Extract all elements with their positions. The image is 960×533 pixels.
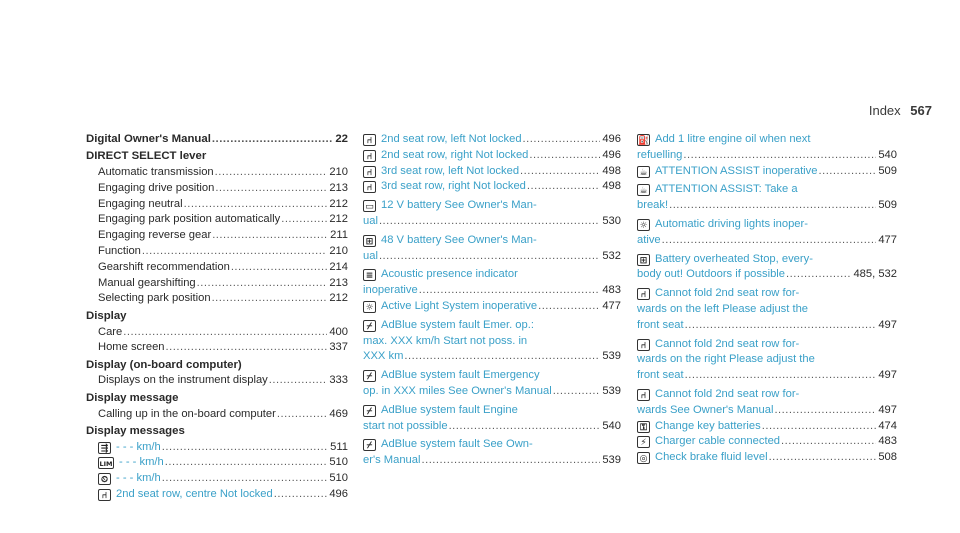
index-entry bbox=[86, 165, 348, 181]
entry-text: Engaging neutral bbox=[98, 197, 183, 210]
index-entry[interactable] bbox=[363, 419, 621, 435]
dot-leader bbox=[683, 148, 876, 164]
index-entry[interactable] bbox=[363, 403, 621, 419]
index-entry[interactable] bbox=[637, 286, 897, 302]
distance-pilot-icon: ⇶ bbox=[98, 442, 111, 454]
entry-link[interactable]: AdBlue system fault See Own- bbox=[381, 438, 533, 451]
dot-leader bbox=[527, 179, 600, 195]
entry-link[interactable]: body out! Outdoors if possible bbox=[637, 268, 786, 281]
entry-link[interactable]: op. in XXX miles See Owner's Manual bbox=[363, 384, 552, 397]
seat-icon: ⑁ bbox=[363, 134, 376, 146]
index-entry[interactable] bbox=[363, 148, 621, 164]
page-reference: 400 bbox=[329, 325, 348, 338]
page-reference: 510 bbox=[329, 472, 348, 485]
page-reference: 212 bbox=[329, 213, 348, 226]
entry-link[interactable]: Acoustic presence indicator bbox=[381, 268, 518, 281]
entry-link[interactable]: wards on the right Please adjust the bbox=[637, 353, 815, 366]
index-entry[interactable] bbox=[637, 198, 897, 214]
entry-link[interactable]: XXX km bbox=[363, 350, 404, 363]
index-entry[interactable] bbox=[637, 217, 897, 233]
index-entry[interactable] bbox=[637, 352, 897, 368]
entry-text: Manual gearshifting bbox=[98, 276, 196, 289]
index-entry[interactable] bbox=[363, 249, 621, 265]
page-reference: 483 bbox=[602, 284, 621, 297]
dot-leader bbox=[529, 148, 600, 164]
index-entry bbox=[86, 197, 348, 213]
entry-link[interactable]: AdBlue system fault Emer. op.: bbox=[381, 318, 534, 331]
index-entry[interactable] bbox=[363, 349, 621, 365]
page-reference: 337 bbox=[329, 341, 348, 354]
cruise-control-icon: ⏲ bbox=[98, 473, 111, 485]
index-entry bbox=[86, 244, 348, 260]
dot-leader bbox=[538, 299, 600, 315]
index-heading bbox=[86, 424, 348, 440]
adblue-icon: ⌿ bbox=[363, 439, 376, 451]
limiter-icon: LIM bbox=[98, 457, 114, 469]
index-entry[interactable] bbox=[363, 283, 621, 299]
seat-icon: ⑁ bbox=[98, 489, 111, 501]
index-entry[interactable] bbox=[637, 450, 897, 466]
dot-leader bbox=[774, 403, 876, 419]
heading-text: Display bbox=[86, 309, 127, 322]
entry-link[interactable]: wards on the left Please adjust the bbox=[637, 302, 809, 315]
entry-link[interactable]: - - - km/h bbox=[116, 440, 161, 453]
page-reference: 539 bbox=[602, 350, 621, 363]
page-number: 567 bbox=[910, 103, 932, 118]
dot-leader bbox=[212, 132, 333, 148]
entry-text: Home screen bbox=[98, 341, 165, 354]
dot-leader bbox=[184, 197, 328, 213]
dot-leader bbox=[523, 132, 601, 148]
brake-fluid-icon: ◎ bbox=[637, 452, 650, 464]
page-reference: 485, 532 bbox=[853, 268, 897, 281]
entry-link[interactable]: refuelling bbox=[637, 148, 683, 161]
entry-link[interactable]: ATTENTION ASSIST: Take a bbox=[655, 183, 798, 196]
entry-link[interactable]: - - - km/h bbox=[119, 456, 164, 469]
dot-leader bbox=[379, 214, 600, 230]
index-entry[interactable] bbox=[637, 233, 897, 249]
entry-text: Engaging drive position bbox=[98, 181, 215, 194]
page-reference: 539 bbox=[602, 454, 621, 467]
page-reference: 540 bbox=[602, 419, 621, 432]
index-entry[interactable] bbox=[637, 368, 897, 384]
page-reference: 210 bbox=[329, 166, 348, 179]
dot-leader bbox=[277, 407, 327, 423]
heading-text: DIRECT SELECT lever bbox=[86, 150, 207, 163]
attention-assist-icon: ☕ bbox=[637, 166, 650, 178]
page-reference: 496 bbox=[602, 148, 621, 161]
page-reference: 213 bbox=[329, 276, 348, 289]
page-reference: 210 bbox=[329, 245, 348, 258]
index-entry[interactable] bbox=[363, 384, 621, 400]
dot-leader bbox=[162, 440, 328, 456]
entry-link[interactable]: er's Manual bbox=[363, 454, 421, 467]
light-icon: ☼ bbox=[637, 219, 650, 231]
dot-leader bbox=[281, 212, 327, 228]
heading-text: Display messages bbox=[86, 424, 185, 437]
entry-text: Selecting park position bbox=[98, 292, 211, 305]
index-entry bbox=[86, 373, 348, 389]
dot-leader bbox=[818, 164, 876, 180]
page-reference: 540 bbox=[878, 148, 897, 161]
page-reference: 211 bbox=[330, 229, 348, 242]
dot-leader bbox=[274, 487, 328, 503]
entry-link[interactable]: inoperative bbox=[363, 284, 418, 297]
dot-leader bbox=[762, 419, 877, 435]
entry-link[interactable]: front seat bbox=[637, 369, 684, 382]
page-reference: 469 bbox=[329, 407, 348, 420]
entry-link[interactable]: Change key batteries bbox=[655, 419, 761, 432]
entry-link[interactable]: 2nd seat row, left Not locked bbox=[381, 133, 522, 145]
page-reference: 22 bbox=[335, 133, 348, 145]
dot-leader bbox=[162, 471, 328, 487]
dot-leader bbox=[520, 164, 600, 180]
battery-12v-icon: ▭ bbox=[363, 200, 376, 212]
entry-text: Calling up in the on-board computer bbox=[98, 407, 276, 420]
index-entry[interactable] bbox=[363, 299, 621, 315]
dot-leader bbox=[404, 349, 600, 365]
page-reference: 532 bbox=[602, 249, 621, 262]
entry-link[interactable]: - - - km/h bbox=[116, 472, 161, 485]
entry-link[interactable]: Charger cable connected bbox=[655, 435, 781, 448]
page-reference: 477 bbox=[878, 233, 897, 246]
page-reference: 497 bbox=[878, 369, 897, 382]
page-reference: 497 bbox=[878, 403, 897, 416]
entry-text: Function bbox=[98, 245, 141, 258]
entry-link[interactable]: max. XXX km/h Start not poss. in bbox=[363, 334, 528, 347]
entry-link[interactable]: ual bbox=[363, 214, 378, 227]
entry-link[interactable]: wards See Owner's Manual bbox=[637, 403, 774, 416]
dot-leader bbox=[769, 450, 877, 466]
index-entry[interactable] bbox=[363, 368, 621, 384]
acoustic-presence-icon: ≡ bbox=[363, 269, 376, 281]
dot-leader bbox=[553, 384, 601, 400]
adblue-icon: ⌿ bbox=[363, 320, 376, 332]
page-reference: 508 bbox=[878, 451, 897, 464]
index-entry[interactable] bbox=[637, 252, 897, 268]
entry-text: Automatic transmission bbox=[98, 166, 214, 179]
page-reference: 213 bbox=[329, 181, 348, 194]
page-reference: 539 bbox=[602, 384, 621, 397]
heading-text: Display message bbox=[86, 391, 179, 404]
index-entry bbox=[86, 276, 348, 292]
heading-text: Digital Owner's Manual bbox=[86, 133, 211, 145]
index-entry[interactable] bbox=[637, 337, 897, 353]
dot-leader bbox=[215, 165, 328, 181]
index-heading bbox=[86, 149, 348, 165]
index-entry bbox=[86, 228, 348, 244]
index-entry bbox=[86, 407, 348, 423]
seat-icon: ⑁ bbox=[363, 166, 376, 178]
seat-icon: ⑁ bbox=[637, 288, 650, 300]
index-column-2 bbox=[363, 132, 621, 469]
page-reference: 496 bbox=[602, 133, 621, 145]
index-column-3 bbox=[637, 132, 897, 466]
entry-link[interactable]: 2nd seat row, centre Not locked bbox=[116, 488, 273, 501]
entry-text: Care bbox=[98, 325, 123, 338]
entry-link[interactable]: 12 V battery See Owner's Man- bbox=[381, 199, 537, 212]
entry-text: Engaging reverse gear bbox=[98, 229, 212, 242]
dot-leader bbox=[669, 198, 876, 214]
page-reference: 496 bbox=[329, 488, 348, 501]
dot-leader bbox=[419, 283, 601, 299]
index-entry bbox=[86, 291, 348, 307]
dot-leader bbox=[123, 325, 327, 341]
dot-leader bbox=[166, 340, 328, 356]
seat-icon: ⑁ bbox=[637, 389, 650, 401]
page-reference: 511 bbox=[330, 440, 348, 453]
index-heading bbox=[86, 309, 348, 325]
light-icon: ☼ bbox=[363, 301, 376, 313]
dot-leader bbox=[212, 228, 328, 244]
entry-link[interactable]: Cannot fold 2nd seat row for- bbox=[655, 337, 800, 350]
battery-icon: ⊞ bbox=[637, 254, 650, 266]
page-reference: 498 bbox=[602, 180, 621, 193]
seat-icon: ⑁ bbox=[363, 181, 376, 193]
seat-icon: ⑁ bbox=[637, 339, 650, 351]
page-reference: 212 bbox=[329, 292, 348, 305]
index-entry[interactable] bbox=[363, 437, 621, 453]
index-entry[interactable] bbox=[637, 267, 897, 283]
dot-leader bbox=[786, 267, 851, 283]
entry-link[interactable]: ual bbox=[363, 249, 378, 262]
battery-48v-icon: ⊞ bbox=[363, 235, 376, 247]
dot-leader bbox=[421, 453, 600, 469]
dot-leader bbox=[781, 434, 876, 450]
entry-link[interactable]: ative bbox=[637, 233, 661, 246]
page-reference: 498 bbox=[602, 164, 621, 177]
index-entry[interactable] bbox=[363, 214, 621, 230]
index-entry bbox=[86, 340, 348, 356]
dot-leader bbox=[379, 249, 600, 265]
index-entry[interactable] bbox=[86, 440, 348, 456]
seat-icon: ⑁ bbox=[363, 150, 376, 162]
page-header bbox=[869, 103, 932, 118]
entry-link[interactable]: 3rd seat row, right Not locked bbox=[381, 180, 526, 193]
index-entry[interactable] bbox=[637, 182, 897, 198]
index-heading bbox=[86, 391, 348, 407]
entry-text: Engaging park position automatically bbox=[98, 213, 281, 226]
page-reference: 510 bbox=[329, 456, 348, 469]
index-entry[interactable] bbox=[637, 434, 897, 450]
index-entry[interactable] bbox=[363, 233, 621, 249]
entry-link[interactable]: 3rd seat row, left Not locked bbox=[381, 164, 520, 177]
entry-text: Gearshift recommendation bbox=[98, 260, 230, 273]
entry-link[interactable]: Add 1 litre engine oil when next bbox=[655, 133, 811, 145]
dot-leader bbox=[231, 260, 328, 276]
index-entry[interactable] bbox=[86, 487, 348, 503]
index-entry[interactable] bbox=[363, 334, 621, 350]
index-entry[interactable] bbox=[363, 318, 621, 334]
index-column-1 bbox=[86, 132, 348, 503]
oil-can-icon: ⛽ bbox=[638, 136, 650, 146]
index-entry bbox=[86, 325, 348, 341]
page-reference: 474 bbox=[878, 419, 897, 432]
index-entry[interactable] bbox=[637, 164, 897, 180]
heading-text: Display (on-board computer) bbox=[86, 358, 242, 371]
entry-link[interactable]: front seat bbox=[637, 318, 684, 331]
index-entry[interactable] bbox=[363, 267, 621, 283]
page-reference: 483 bbox=[878, 435, 897, 448]
dot-leader bbox=[197, 276, 328, 292]
header-title: Index bbox=[868, 103, 901, 118]
index-entry[interactable] bbox=[363, 453, 621, 469]
entry-link[interactable]: ATTENTION ASSIST inoperative bbox=[655, 164, 818, 177]
entry-link[interactable]: break! bbox=[637, 199, 669, 212]
entry-link[interactable]: AdBlue system fault Engine bbox=[381, 403, 518, 416]
dot-leader bbox=[449, 419, 601, 435]
dot-leader bbox=[269, 373, 328, 389]
index-entry[interactable] bbox=[637, 302, 897, 318]
entry-link[interactable]: Battery overheated Stop, every- bbox=[655, 252, 813, 265]
index-entry[interactable] bbox=[363, 132, 621, 148]
adblue-icon: ⌿ bbox=[363, 405, 376, 417]
page-reference: 530 bbox=[602, 214, 621, 227]
entry-link[interactable]: 48 V battery See Owner's Man- bbox=[381, 233, 537, 246]
key-battery-icon: ⚿ bbox=[637, 421, 650, 433]
page-reference: 477 bbox=[602, 299, 621, 312]
page-reference: 509 bbox=[878, 164, 897, 177]
entry-link[interactable]: Cannot fold 2nd seat row for- bbox=[655, 387, 800, 400]
index-entry[interactable] bbox=[363, 179, 621, 195]
index-entry[interactable] bbox=[637, 148, 897, 164]
index-entry[interactable] bbox=[86, 471, 348, 487]
index-entry bbox=[86, 212, 348, 228]
dot-leader bbox=[685, 318, 877, 334]
dot-leader bbox=[685, 368, 877, 384]
dot-leader bbox=[142, 244, 327, 260]
index-entry[interactable] bbox=[363, 198, 621, 214]
index-heading bbox=[86, 358, 348, 374]
page-reference: 509 bbox=[878, 199, 897, 212]
entry-link[interactable]: Automatic driving lights inoper- bbox=[655, 217, 808, 230]
entry-link[interactable]: AdBlue system fault Emergency bbox=[381, 369, 540, 382]
index-entry bbox=[86, 181, 348, 197]
page-reference: 333 bbox=[329, 374, 348, 387]
page-reference: 212 bbox=[329, 197, 348, 210]
entry-link[interactable]: start not possible bbox=[363, 419, 448, 432]
dot-leader bbox=[215, 181, 327, 197]
index-entry[interactable] bbox=[637, 419, 897, 435]
index-entry bbox=[86, 260, 348, 276]
adblue-icon: ⌿ bbox=[363, 370, 376, 382]
entry-link[interactable]: 2nd seat row, right Not locked bbox=[381, 148, 529, 161]
entry-link[interactable]: Cannot fold 2nd seat row for- bbox=[655, 287, 800, 300]
index-entry[interactable] bbox=[637, 403, 897, 419]
index-entry[interactable] bbox=[637, 318, 897, 334]
index-entry[interactable] bbox=[86, 455, 348, 471]
index-heading bbox=[86, 132, 348, 148]
dot-leader bbox=[165, 455, 328, 471]
entry-link[interactable]: Active Light System inoperative bbox=[381, 299, 538, 312]
index-entry[interactable] bbox=[637, 387, 897, 403]
dot-leader bbox=[212, 291, 328, 307]
entry-text: Displays on the instrument display bbox=[98, 374, 268, 387]
page-reference: 214 bbox=[329, 260, 348, 273]
page-reference: 497 bbox=[878, 318, 897, 331]
dot-leader bbox=[662, 233, 877, 249]
entry-link[interactable]: Check brake fluid level bbox=[655, 451, 768, 464]
attention-assist-icon: ☕ bbox=[637, 184, 650, 196]
charger-cable-icon: ⚡ bbox=[637, 436, 650, 448]
index-entry[interactable] bbox=[637, 132, 897, 148]
index-entry[interactable] bbox=[363, 164, 621, 180]
